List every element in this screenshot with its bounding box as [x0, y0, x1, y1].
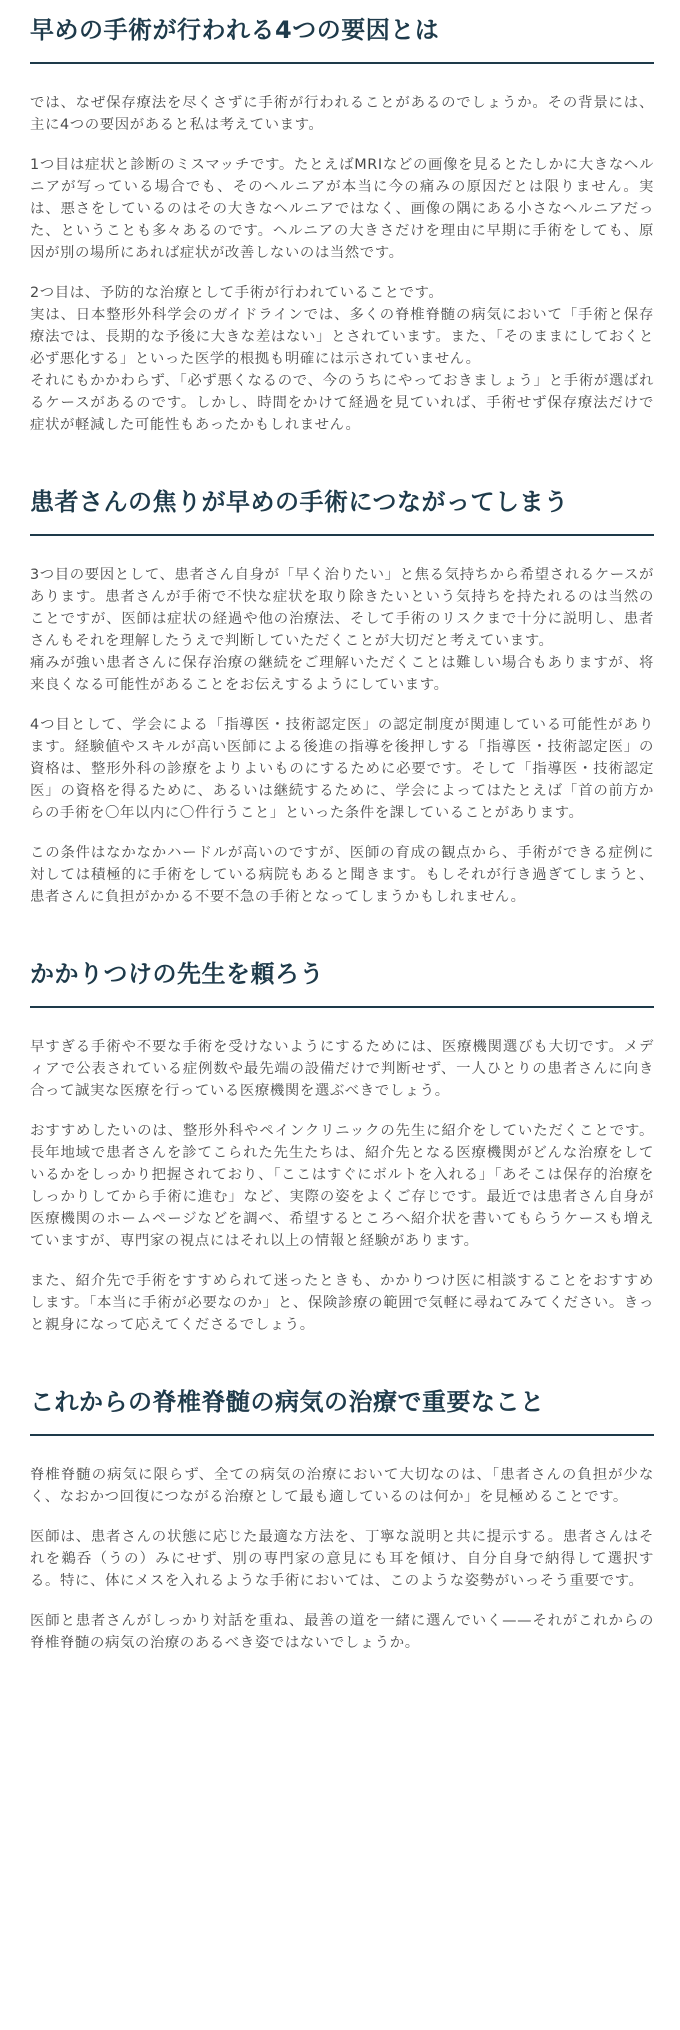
paragraph [30, 1526, 654, 1592]
paragraph [30, 564, 654, 696]
paragraph [30, 714, 654, 824]
section-heading: 患者さんの焦りが早めの手術につながってしまう [30, 472, 654, 536]
paragraph-text: 医師と患者さんがしっかり対話を重ね、最善の道を一緒に選んでいく——それがこれからの脊椎脊髄の病気の治療のあるべき姿ではないでしょうか。 [30, 1613, 654, 1651]
paragraph-text: この条件はなかなかハードルが高いのですが、医師の育成の観点から、手術ができる症例に対しては積極的に手術をしている病院もあると聞きます。もしそれが行き過ぎてしまうと、患者さんに負担がかかる不要不急の手術となってしまうかもしれません。 [30, 845, 654, 905]
section-heading: かかりつけの先生を頼ろう [30, 944, 654, 1008]
paragraph-text: 脊椎脊髄の病気に限らず、全ての病気の治療において大切なのは、「患者さんの負担が少なく、なおかつ回復につながる治療として最も適しているのは何か」を見極めることです。 [30, 1467, 654, 1505]
paragraph [30, 1270, 654, 1336]
paragraph-text: 実は、日本整形外科学会のガイドラインでは、多くの脊椎脊髄の病気において「手術と保存療法では、長期的な予後に大きな差はない」とされています。また、「そのままにしておくと必ず悪化する」といった医学的根拠も明確には示されていません。 [30, 307, 654, 367]
paragraph-text: また、紹介先で手術をすすめられて迷ったときも、かかりつけ医に相談することをおすすめします。「本当に手術が必要なのか」と、保険診療の範囲で気軽に尋ねてみてください。きっと親身になって応えてくださるでしょう。 [30, 1273, 654, 1333]
paragraph [30, 842, 654, 908]
paragraph-text: 痛みが強い患者さんに保存治療の継続をご理解いただくことは難しい場合もありますが、将来良くなる可能性があることをお伝えするようにしています。 [30, 655, 654, 693]
paragraph [30, 1610, 654, 1654]
paragraph-text: 3つ目の要因として、患者さん自身が「早く治りたい」と焦る気持ちから希望されるケースがあります。患者さんが手術で不快な症状を取り除きたいという気持ちを持たれるのは当然のことですが、医師は症状の経過や他の治療法、そして手術のリスクまで十分に説明し、患者さんもそれを理解したうえで判断していただくことが大切だと考えています。 [30, 567, 654, 649]
section-future-treatment [30, 1372, 654, 1654]
paragraph [30, 1464, 654, 1508]
paragraph [30, 1036, 654, 1102]
paragraph-text: 医師は、患者さんの状態に応じた最適な方法を、丁寧な説明と共に提示する。患者さんはそれを鵜呑（うの）みにせず、別の専門家の意見にも耳を傾け、自分自身で納得して選択する。特に、体にメスを入れるような手術においては、このような姿勢がいっそう重要です。 [30, 1529, 654, 1589]
section-family-doctor [30, 944, 654, 1336]
paragraph-text: それにもかかわらず、「必ず悪くなるので、今のうちにやっておきましょう」と手術が選ばれるケースがあるのです。しかし、時間をかけて経過を見ていれば、手術せず保存療法だけで症状が軽減した可能性もあったかもしれません。 [30, 373, 654, 433]
section-early-surgery-factors [30, 0, 654, 436]
paragraph [30, 154, 654, 264]
paragraph [30, 92, 654, 136]
paragraph-text: 2つ目は、予防的な治療として手術が行われていることです。 [30, 285, 444, 301]
paragraph-text: おすすめしたいのは、整形外科やペインクリニックの先生に紹介をしていただくことです。長年地域で患者さんを診てこられた先生たちは、紹介先となる医療機関がどんな治療をしているかをしっかり把握されており、「ここはすぐにボルトを入れる」「あそこは保存的治療をしっかりしてから手術に進む」など、実際の姿をよくご存じです。最近では患者さん自身が医療機関のホームページなどを調べ、希望するところへ紹介状を書いてもらうケースも増えていますが、専門家の視点にはそれ以上の情報と経験があります。 [30, 1123, 654, 1249]
section-heading: 早めの手術が行われる4つの要因とは [30, 0, 654, 64]
paragraph-text: 早すぎる手術や不要な手術を受けないようにするためには、医療機関選びも大切です。メディアで公表されている症例数や最先端の設備だけで判断せず、一人ひとりの患者さんに向き合って誠実な医療を行っている医療機関を選ぶべきでしょう。 [30, 1039, 654, 1099]
section-patient-anxiety [30, 472, 654, 908]
paragraph [30, 1120, 654, 1252]
paragraph-text: では、なぜ保存療法を尽くさずに手術が行われることがあるのでしょうか。その背景には、主に4つの要因があると私は考えています。 [30, 95, 654, 133]
section-heading: これからの脊椎脊髄の病気の治療で重要なこと [30, 1372, 654, 1436]
paragraph-text: 1つ目は症状と診断のミスマッチです。たとえばMRIなどの画像を見るとたしかに大きなヘルニアが写っている場合でも、そのヘルニアが本当に今の痛みの原因だとは限りません。実は、悪さをしているのはその大きなヘルニアではなく、画像の隅にある小さなヘルニアだった、ということも多々あるのです。ヘルニアの大きさだけを理由に早期に手術をしても、原因が別の場所にあれば症状が改善しないのは当然です。 [30, 157, 654, 261]
paragraph-text: 4つ目として、学会による「指導医・技術認定医」の認定制度が関連している可能性があります。経験値やスキルが高い医師による後進の指導を後押しする「指導医・技術認定医」の資格は、整形外科の診療をよりよいものにするために必要です。そして「指導医・技術認定医」の資格を得るために、あるいは継続するために、学会によってはたとえば「首の前方からの手術を〇年以内に〇件行うこと」といった条件を課していることがあります。 [30, 717, 654, 821]
paragraph [30, 282, 654, 436]
